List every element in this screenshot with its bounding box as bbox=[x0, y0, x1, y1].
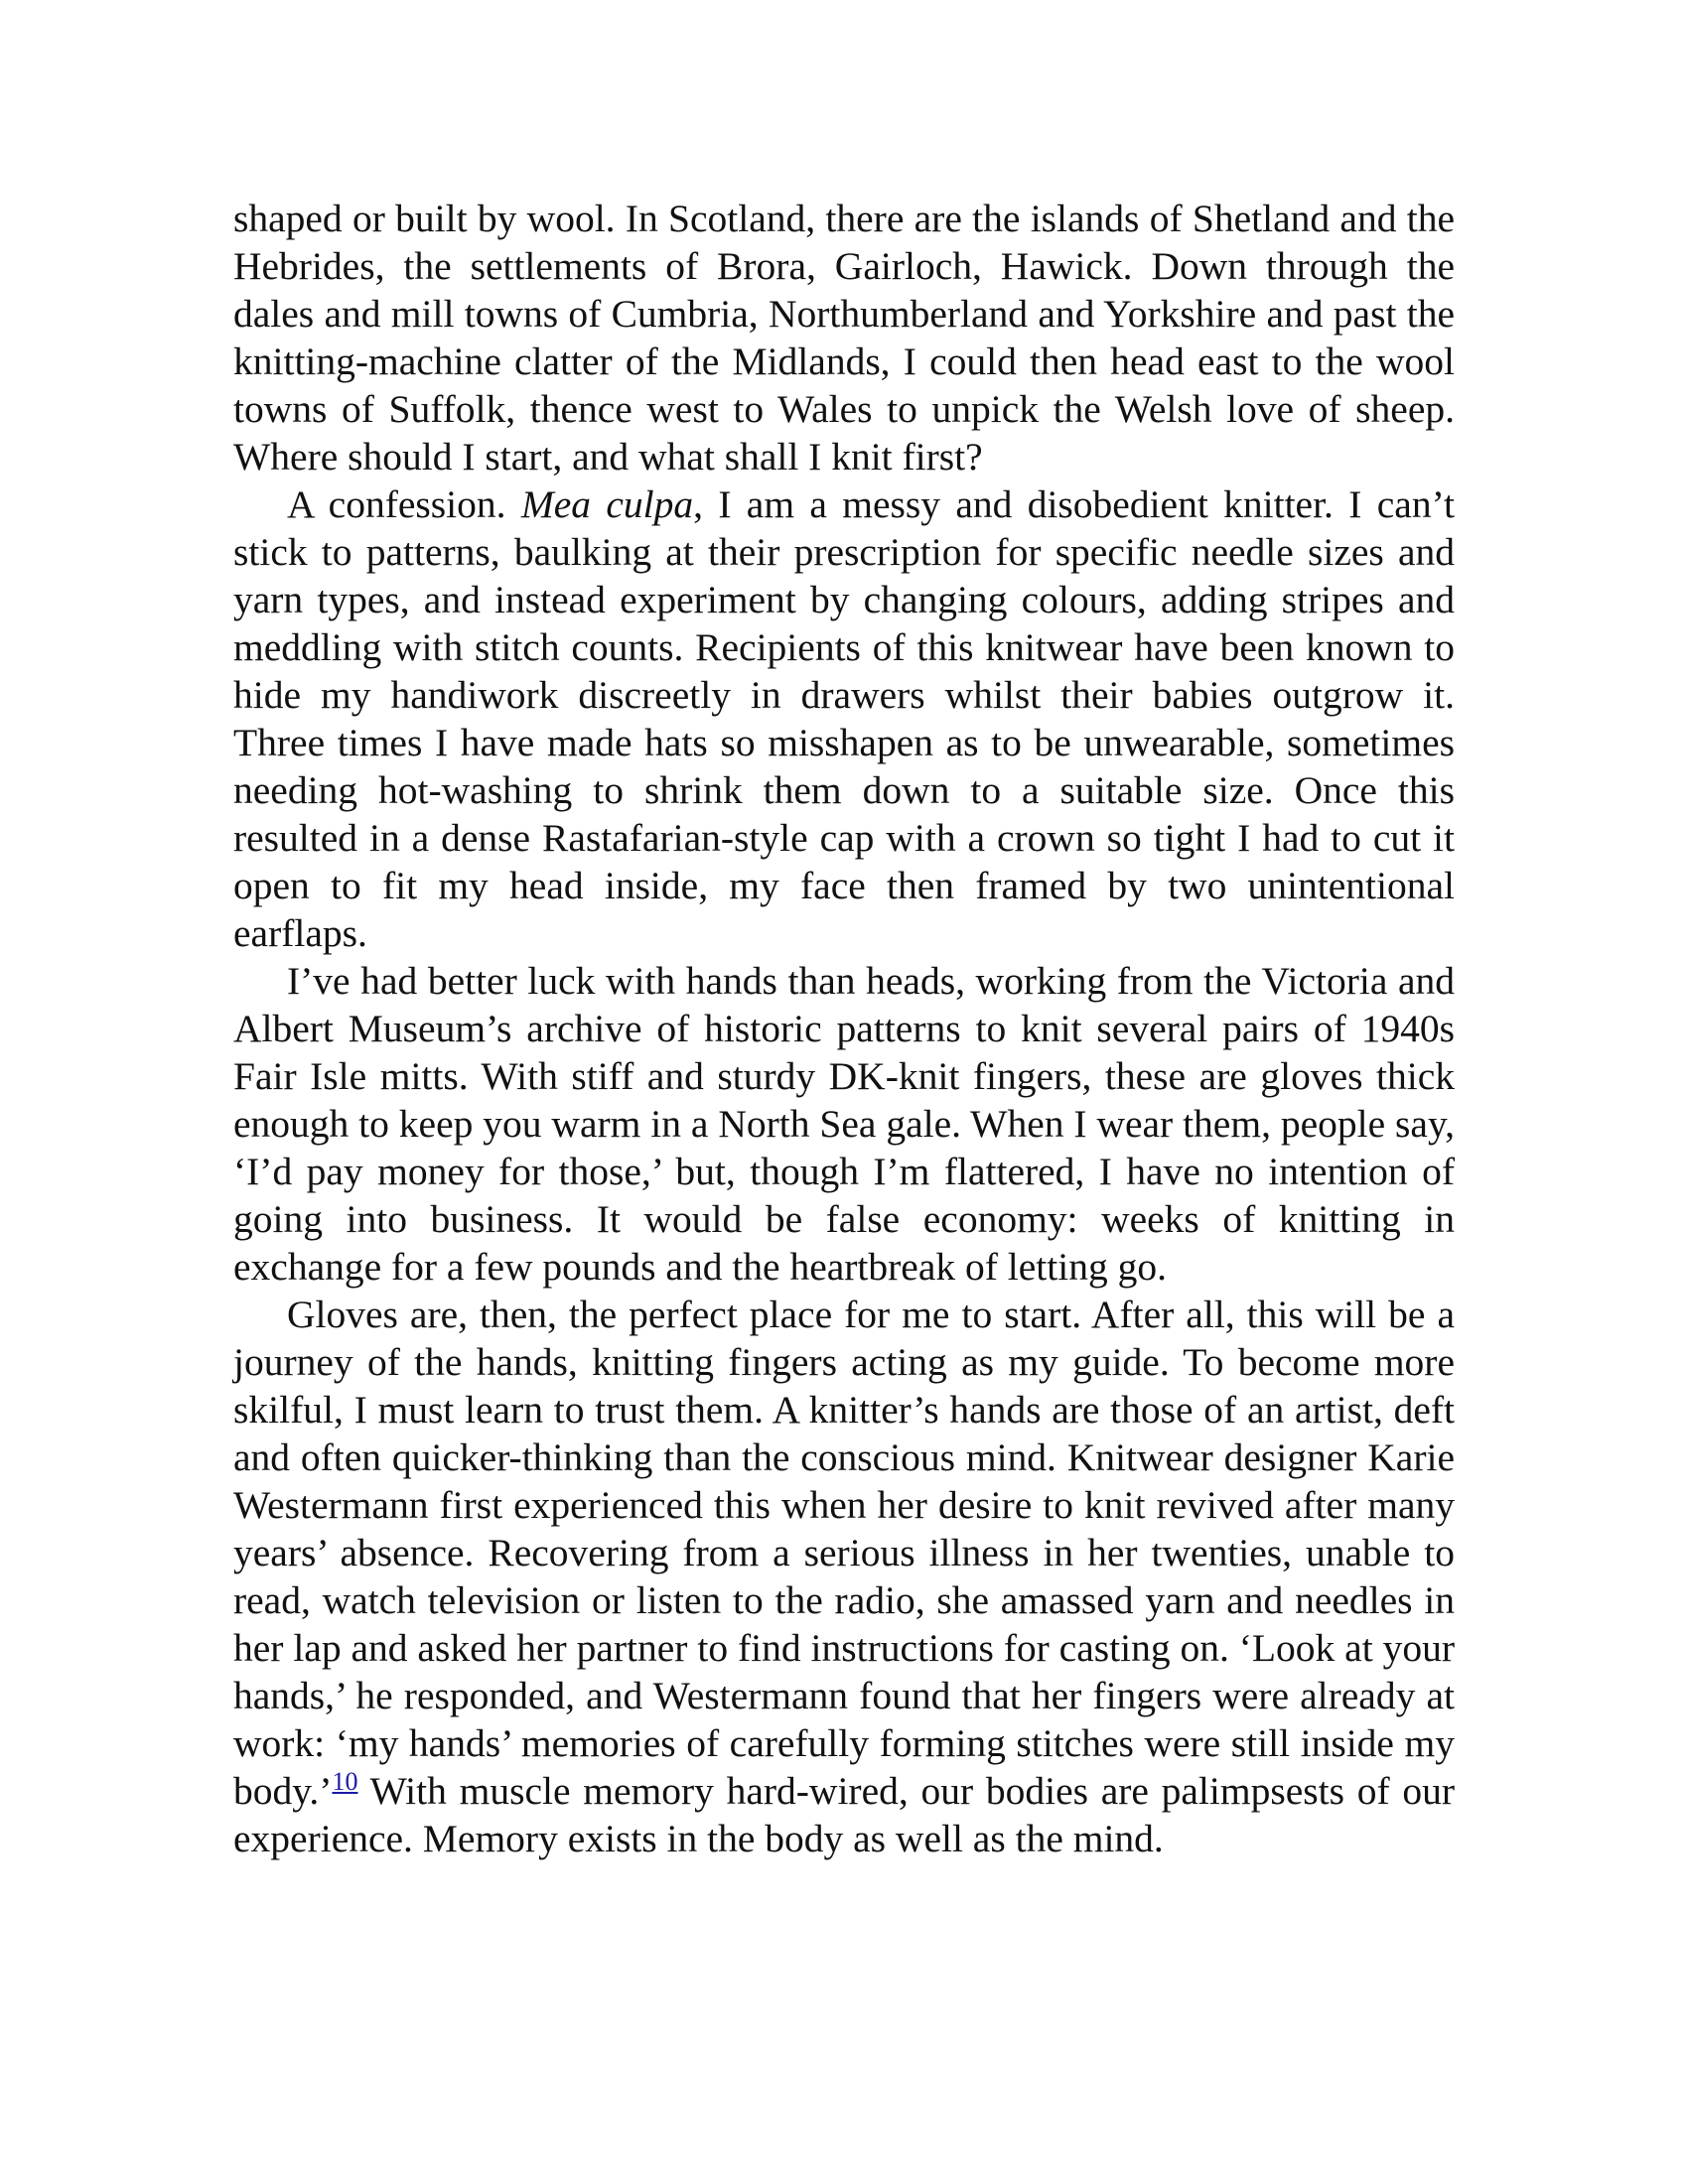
paragraph-4-text-after: With muscle memory hard-wired, our bodies are palimpsests of our experience. Memory exists in the body as well as the mind. bbox=[233, 1769, 1455, 1860]
paragraph-4 bbox=[233, 1291, 1455, 1862]
paragraph-2-text: , I am a messy and disobedient knitter. I can’t stick to patterns, baulking at their prescription for specific needle sizes and yarn types, and instead experiment by changing colours, adding stripes and meddling with stitch counts. Recipients of this knitwear have been known to hide my handiwork discreetly in drawers whilst their babies outgrow it. Three times I have made hats so misshapen as to be unwearable, sometimes needing hot-washing to shrink them down to a suitable size. Once this resulted in a dense Rastafarian-style cap with a crown so tight I had to cut it open to fit my head inside, my face then framed by two unintentional earflaps. bbox=[233, 482, 1455, 955]
paragraph-1-text: shaped or built by wool. In Scotland, there are the islands of Shetland and the Hebrides, the settlements of Brora, Gairloch, Hawick. Down through the dales and mill towns of Cumbria, Northumberland and Yorkshire and past the knitting-machine clatter of the Midlands, I could then head east to the wool towns of Suffolk, thence west to Wales to unpick the Welsh love of sheep. Where should I start, and what shall I knit first? bbox=[233, 197, 1455, 478]
paragraph-4-text-before: Gloves are, then, the perfect place for me to start. After all, this will be a journey of the hands, knitting fingers acting as my guide. To become more skilful, I must learn to trust them. A knitter’s hands are those of an artist, deft and often quicker-thinking than the conscious mind. Knitwear designer Karie Westermann first experienced this when her desire to knit revived after many years’ absence. Recovering from a serious illness in her twenties, unable to read, watch television or listen to the radio, she amassed yarn and needles in her lap and asked her partner to find instructions for casting on. ‘Look at your hands,’ he responded, and Westermann found that her fingers were already at work: ‘my hands’ memories of carefully forming stitches were still inside my body.’ bbox=[233, 1293, 1455, 1813]
italic-phrase: Mea culpa bbox=[520, 482, 694, 526]
paragraph-1 bbox=[233, 195, 1455, 480]
paragraph-3 bbox=[233, 957, 1455, 1291]
paragraph-2-lead: A confession. bbox=[287, 482, 521, 526]
book-page bbox=[233, 195, 1455, 1862]
paragraph-3-text: I’ve had better luck with hands than heads, working from the Victoria and Albert Museum’s archive of historic patterns to knit several pairs of 1940s Fair Isle mitts. With stiff and sturdy DK-knit fingers, these are gloves thick enough to keep you warm in a North Sea gale. When I wear them, people say, ‘I’d pay money for those,’ but, though I’m flattered, I have no intention of going into business. It would be false economy: weeks of knitting in exchange for a few pounds and the heartbreak of letting go. bbox=[233, 959, 1455, 1289]
paragraph-2 bbox=[233, 480, 1455, 957]
footnote-link[interactable]: 10 bbox=[332, 1767, 358, 1796]
